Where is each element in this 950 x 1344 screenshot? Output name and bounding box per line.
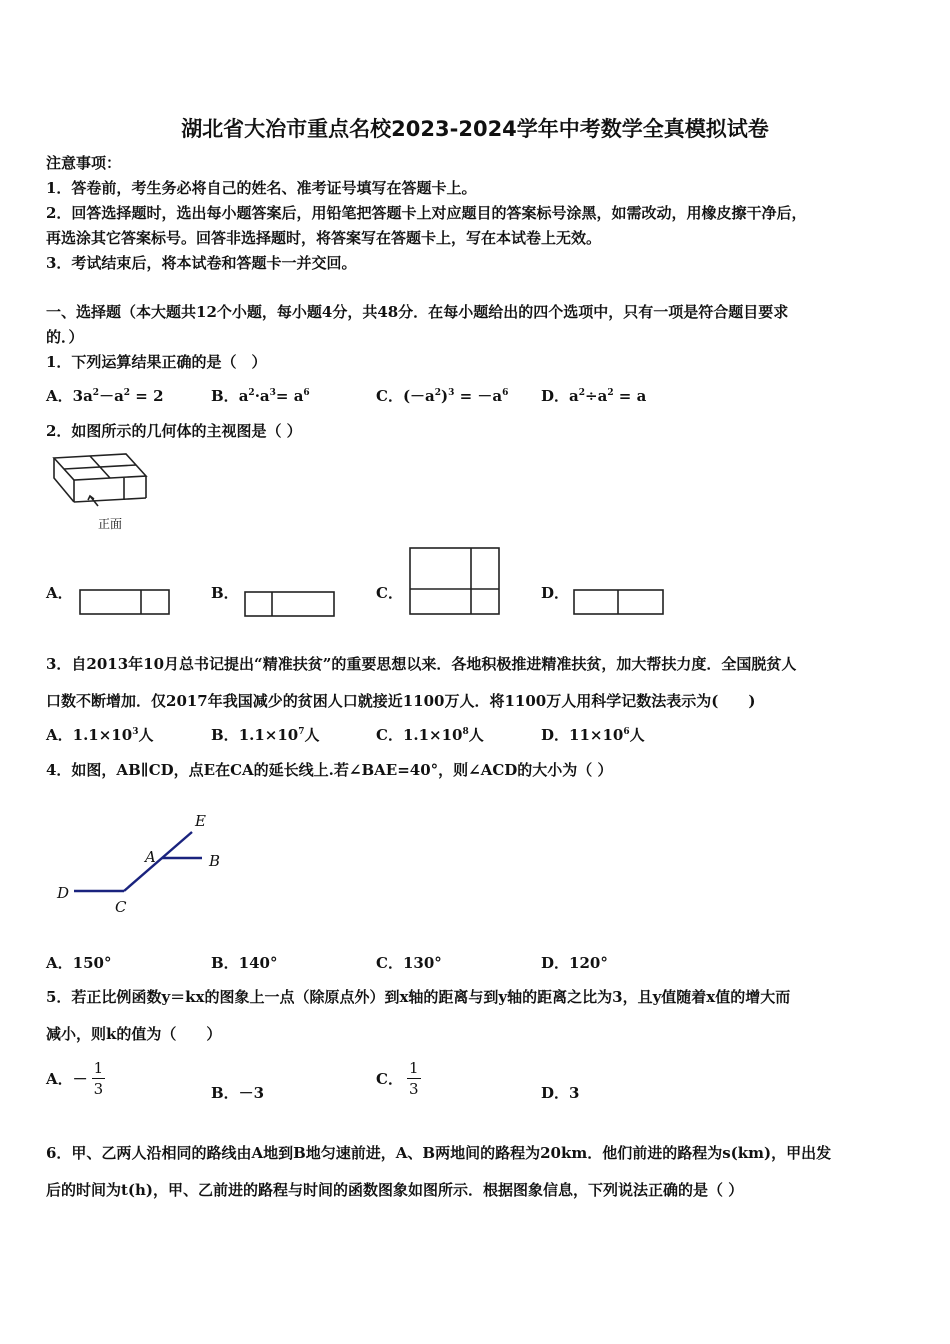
section-heading-cont: 的．）: [46, 328, 84, 346]
notice-item: 1．答卷前，考生务必将自己的姓名、准考证号填写在答题卡上。: [46, 179, 477, 197]
question-3-line1: 3．自2013年10月总书记提出“精准扶贫”的重要思想以来．各地积极推进精准扶贫，加大帮扶力度．全国脱贫人: [46, 655, 797, 673]
point-label-b: B: [209, 852, 221, 870]
point-label-d: D: [57, 884, 70, 902]
question-3-line2: 口数不断增加．仅2017年我国减少的贫困人口就接近1100万人．将1100万人用科学记数法表示为( ): [46, 692, 756, 710]
q4-option-a[interactable]: A．150°: [46, 954, 112, 972]
notice-heading: 注意事项：: [46, 154, 122, 172]
q2-option-a-figure: [79, 589, 171, 617]
q5-option-a[interactable]: A．－ $\frac{1}{3}$: [46, 1059, 104, 1098]
question-5-line1: 5．若正比例函数y＝kx的图象上一点（除原点外）到x轴的距离与到y轴的距离之比为3，且y值随着x值的增大而: [46, 988, 791, 1006]
q2-option-d-figure: [573, 589, 665, 617]
q4-option-d[interactable]: D．120°: [541, 954, 608, 972]
q2-option-b-label[interactable]: B．: [211, 584, 239, 602]
point-label-e: E: [195, 812, 206, 830]
q2-option-c-label[interactable]: C．: [376, 584, 403, 602]
front-label: 正面: [98, 517, 123, 531]
question-2-stem: 2．如图所示的几何体的主视图是（ ）: [46, 422, 302, 440]
notice-item: 2．回答选择题时，选出每小题答案后，用铅笔把答题卡上对应题目的答案标号涂黑，如需改动，用橡皮擦干净后，: [46, 204, 807, 222]
q5-option-b[interactable]: B．－3: [211, 1084, 265, 1102]
q3-option-d[interactable]: D．$11\times 10^6$人: [541, 726, 645, 744]
notice-item: 再选涂其它答案标号。回答非选择题时，将答案写在答题卡上，写在本试卷上无效。: [46, 229, 602, 247]
section-heading: 一、选择题（本大题共12个小题，每小题4分，共48分．在每小题给出的四个选项中，只有一项是符合题目要求: [46, 303, 789, 321]
question-5-line2: 减小，则k的值为（ ）: [46, 1025, 222, 1043]
page-title: 湖北省大冶市重点名校2023-2024学年中考数学全真模拟试卷: [181, 117, 769, 141]
q5-option-c[interactable]: C． $\frac{1}{3}$: [376, 1059, 419, 1098]
question-6-line2: 后的时间为t(h)，甲、乙前进的路程与时间的函数图象如图所示．根据图象信息，下列说法正确的是（ ）: [46, 1181, 744, 1199]
notice-item: 3．考试结束后，将本试卷和答题卡一并交回。: [46, 254, 357, 272]
q2-option-a-label[interactable]: A．: [46, 584, 73, 602]
q1-option-a[interactable]: A．$3a^2-a^2 = 2$: [46, 387, 164, 405]
point-label-c: C: [115, 898, 127, 916]
q2-option-d-label[interactable]: D．: [541, 584, 570, 602]
q3-option-c[interactable]: C．$1.1\times 10^8$人: [376, 726, 484, 744]
q2-option-b-figure: [244, 591, 336, 619]
q4-option-c[interactable]: C．130°: [376, 954, 442, 972]
q5-option-d[interactable]: D．3: [541, 1084, 580, 1102]
question-6-line1: 6．甲、乙两人沿相同的路线由A地到B地匀速前进，A、B两地间的路程为20km．他们前进的路程为s(km)，甲出发: [46, 1144, 832, 1162]
q1-option-c[interactable]: C．$(-a^2)^3 = -a^6$: [376, 387, 509, 405]
q4-option-b[interactable]: B．140°: [211, 954, 278, 972]
point-label-a: A: [145, 848, 156, 866]
q3-option-a[interactable]: A．$1.1\times 10^3$人: [46, 726, 154, 744]
q2-option-c-figure: [409, 547, 501, 617]
question-1-stem: 1．下列运算结果正确的是（ ）: [46, 353, 267, 371]
question-4-stem: 4．如图，AB∥CD，点E在CA的延长线上.若∠BAE=40°，则∠ACD的大小为（ ）: [46, 761, 613, 779]
q1-option-d[interactable]: D．$a^2\div a^2 = a$: [541, 387, 647, 405]
q3-option-b[interactable]: B．$1.1\times 10^7$人: [211, 726, 320, 744]
q1-option-b[interactable]: B．$a^2\cdot a^3= a^6$: [211, 387, 310, 405]
